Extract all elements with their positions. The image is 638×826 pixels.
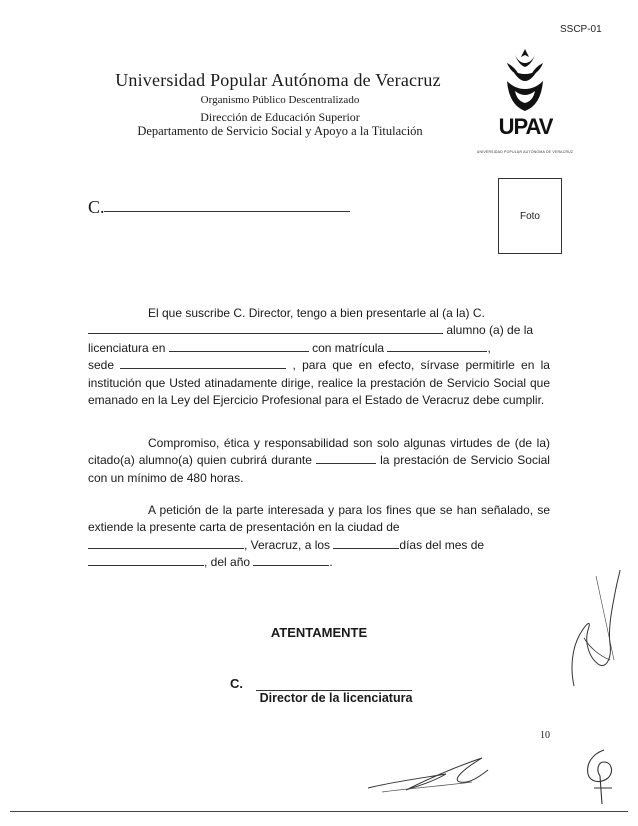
p1-line-a: El que suscribe C. Director, tengo a bien presentarle al (a la) C. [148, 306, 485, 320]
p1-line-d: con matrícula [312, 340, 385, 355]
c-label: C. [88, 197, 105, 217]
p3-line-a: A petición de la parte interesada y para los fines que se han señalado, se extiende la presente carta de presentación en la ciudad de [88, 503, 550, 535]
direction-label: Dirección de Educación Superior [200, 110, 360, 124]
p2-line-b: la prestación de Servicio Social con un mínimo de 480 horas. [88, 453, 550, 485]
p3-line-e: . [329, 555, 333, 570]
university-name: Universidad Popular Autónoma de Veracruz [115, 70, 441, 90]
p3-line-c: días del mes de [399, 537, 485, 552]
name-blank-line [104, 211, 350, 212]
paragraph-presentation [88, 305, 550, 409]
logo-wordmark: UPAV [498, 114, 553, 139]
organism-label: Organismo Público Descentralizado [200, 94, 360, 106]
p1-line-g: , para que en efecto, sírvase permitirle en la institución que Usted atinadamente dirige, realice la prestación de Servicio Social que emanado en la Ley del Ejercicio Profesional para el Estado de Veracruz debe cumplir. [88, 358, 550, 408]
licenciatura-blank [169, 350, 309, 352]
handwritten-initial-bottom [582, 748, 622, 806]
bottom-rule [10, 811, 628, 812]
signature-c-label: C. [230, 676, 243, 691]
paragraph-commitment [88, 435, 550, 487]
duration-blank [316, 462, 376, 464]
p1-line-e: , [487, 340, 491, 355]
document-code: SSCP-01 [560, 24, 602, 35]
department-label: Departamento de Servicio Social y Apoyo a la Titulación [137, 124, 423, 138]
matricula-blank [387, 350, 487, 352]
day-blank [333, 547, 399, 549]
p1-line-c: licenciatura en [88, 340, 166, 355]
handwritten-signature [362, 752, 492, 798]
sede-blank [120, 367, 286, 369]
city-blank [88, 547, 244, 549]
p1-line-b: alumno (a) de la [446, 323, 534, 338]
student-name-blank [88, 332, 443, 334]
month-blank [88, 564, 204, 566]
year-blank [253, 564, 329, 566]
closing-atentamente: ATENTAMENTE [270, 625, 368, 640]
p2-line-a: Compromiso, ética y responsabilidad son solo algunas virtudes de (de la) citado(a) alumno(a) quien cubrirá durante [88, 436, 550, 468]
handwritten-initial-mark [566, 568, 622, 688]
logo-tagline: UNIVERSIDAD POPULAR AUTÓNOMA DE VERACRUZ [476, 150, 574, 154]
p3-line-d: , del año [204, 555, 251, 570]
p1-line-f: sede [88, 358, 115, 373]
paragraph-request [88, 502, 550, 572]
signature-title: Director de la licenciatura [259, 691, 413, 705]
p3-line-b: , Veracruz, a los [244, 537, 331, 552]
page-number: 10 [540, 730, 550, 741]
photo-label: Foto [519, 211, 540, 222]
